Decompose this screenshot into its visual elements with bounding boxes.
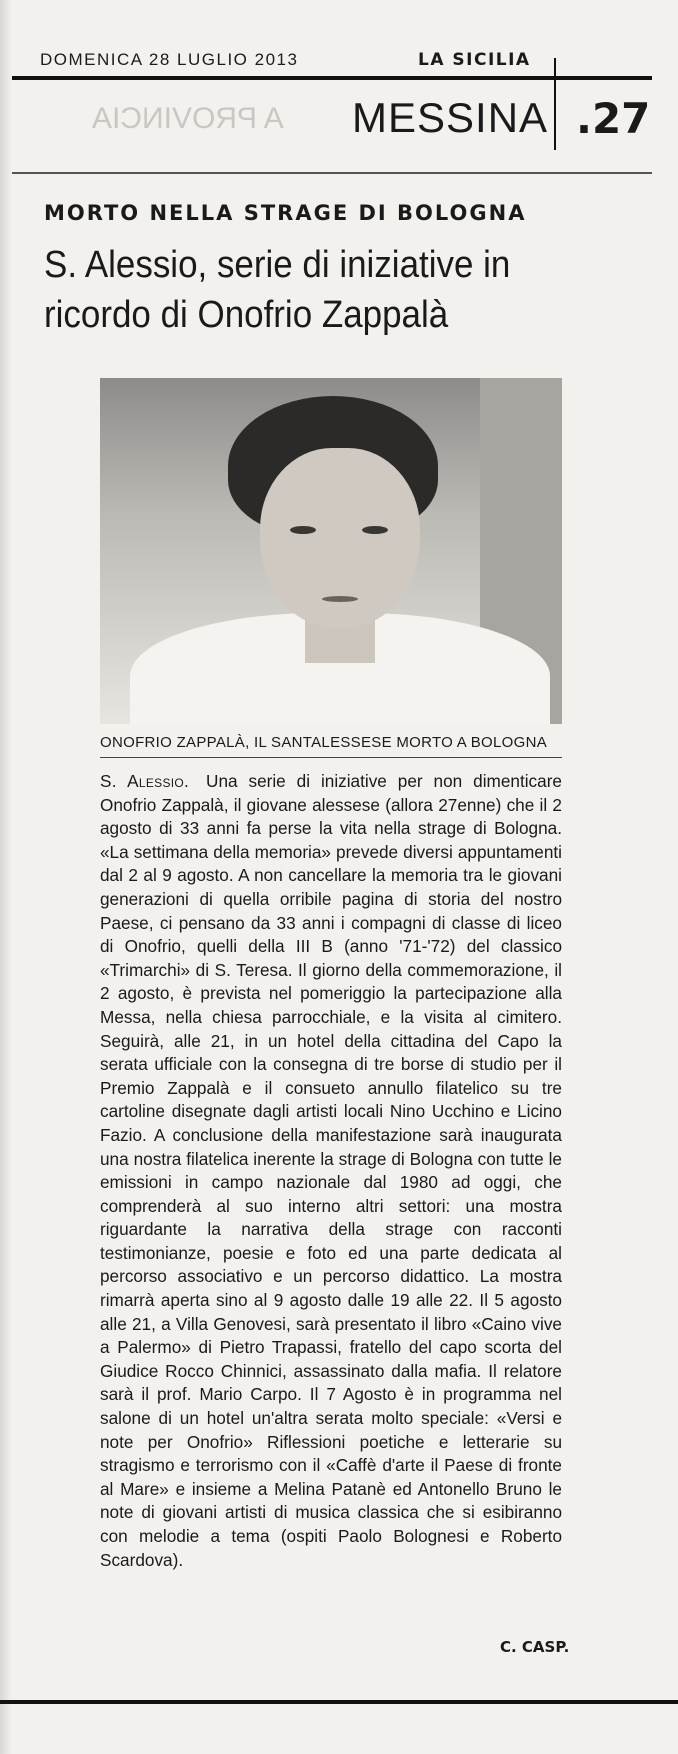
article-text: Una serie di iniziative per non dimenticare Onofrio Zappalà, il giovane alessese (allora 27enne) che il 2 agosto di 33 anni fa perse la vita nella strage di Bologna. «La settimana della memoria» prevede diversi appuntamenti dal 2 al 9 agosto. A non cancellare la memoria tra le giovani generazioni di quella orribile pagina di storia del nostro Paese, ci pensano da 33 anni i compagni di classe di liceo di Onofrio, quelli della III B (anno '71-'72) del classico «Trimarchi» di S. Teresa. Il giorno della commemorazione, il 2 agosto, è prevista nel pomeriggio la partecipazione alla Messa, nella chiesa parrocchiale, e la visita al cimitero. Seguirà, alle 21, in un hotel della cittadina del Capo la serata ufficiale con la consegna di tre borse di studio per il Premio Zappalà e il consueto annullo filatelico su tre cartoline disegnate dagli artisti locali Nino Ucchino e Licino Fazio. A conclusione della manifestazione sarà inaugurata una nostra filatelica inerente la strage di Bologna con tutte le emissioni in campo nazionale dal 1980 ad oggi, che comprenderà al suo interno altri settori: una mostra riguardante la narrativa della strage con racconti testimonianze, poesie e foto ed una parte dedicata al percorso associativo e un percorso didattico. La mostra rimarrà aperta sino al 9 agosto dalle 19 alle 22. Il 5 agosto alle 21, a Villa Genovesi, sarà presentato il libro «Caino vive a Palermo» di Pietro Trapassi, fratello del capo scorta del Giudice Rocco Chinnici, assassinato dalla mafia. Il relatore sarà il prof. Mario Carpo. Il 7 Agosto è in programma nel salone di un hotel un'altra serata molto speciale: «Versi e note per Onofrio» Riflessioni poetiche e letterarie su stragismo e terrorismo con il «Caffè d'arte il Paese di fronte al Mare» e insieme a Melina Patanè ed Antonello Bruno le note di giovani artisti di musica classica che si esibiranno con melodie a tema (ospiti Paolo Bolognesi e Roberto Scardova). [100,771,562,1570]
page-edge-shadow [0,0,12,1754]
photo-mouth [322,596,358,602]
article-headline: S. Alessio, serie di iniziative in ricordo di Onofrio Zappalà [44,244,511,336]
photo-eye-left [290,526,316,534]
masthead-divider [554,58,556,150]
header-rule [12,172,652,174]
masthead-date: DOMENICA 28 LUGLIO 2013 [40,50,299,69]
photo-eye-right [362,526,388,534]
bleed-through-text: A PROVINCIA [92,102,284,135]
masthead-rule [12,76,652,80]
section-title: MESSINA [352,94,549,141]
article-photo [100,378,562,724]
article-body [100,770,562,1572]
article-dateline: S. Alessio. [100,771,190,791]
caption-rule [100,757,562,758]
article-signature: C. CASP. [500,1638,570,1656]
photo-caption: ONOFRIO ZAPPALÀ, IL SANTALESSESE MORTO A BOLOGNA [100,734,548,751]
footer-rule [0,1700,678,1704]
page-number: .27 [576,94,651,143]
masthead-paper-name: LA SICILIA [418,50,531,70]
article-kicker: MORTO NELLA STRAGE DI BOLOGNA [44,201,527,225]
